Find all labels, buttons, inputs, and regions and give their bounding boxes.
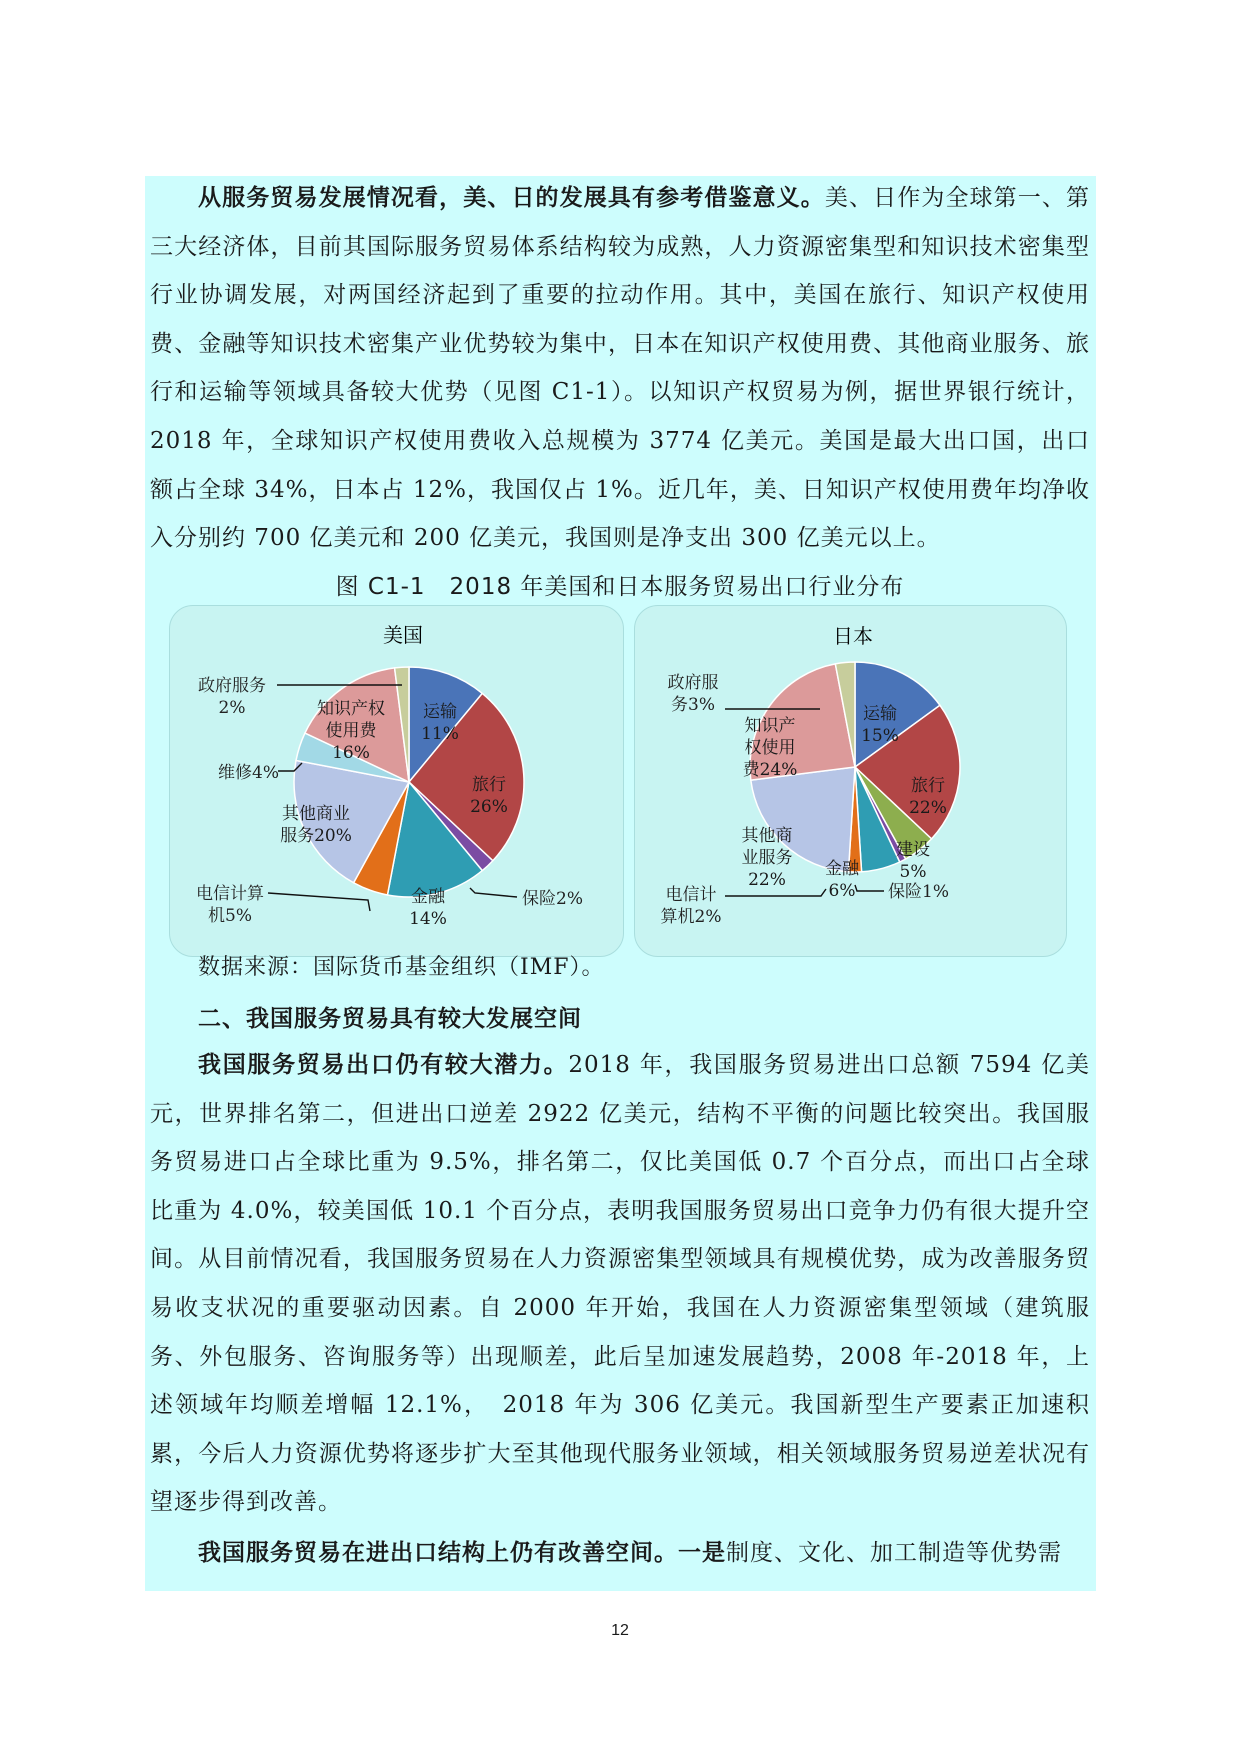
- slice-label-7: 知识产权使用费24%: [742, 716, 798, 780]
- slice-label-4: 金融 6%: [825, 859, 859, 901]
- slice-label-3: 金融 14%: [409, 887, 447, 929]
- chart-us-svg: [170, 606, 623, 956]
- paragraph-2-body: 2018 年，我国服务贸易进出口总额 7594 亿美元，世界排名第二，但进出口逆差 2922 亿美元，结构不平衡的问题比较突出。我国服务贸易进口占全球比重为 9.5%，排名第二，仅比美国低 0.7 个百分点，而出口占全球比重为 4.0%，较美国低 10.1 个百分点，表明我国服务贸易出口竞争力仍有很大提升空间。从目前情况看，我国服务贸易在人力资源密集型领域具有规模优势，成为改善服务贸易收支状况的重要驱动因素。自 2000 年开始，我国在人力资源密集型领域（建筑服务、外包服务、咨询服务等）出现顺差，此后呈加速发展趋势，2008 年-2018 年，上述领域年均顺差增幅 12.1%， 2018 年为 306 亿美元。我国新型生产要素正加速积累，今后人力资源优势将逐步扩大至其他现代服务业领域，相关领域服务贸易逆差状况有望逐步得到改善。: [150, 1052, 1090, 1516]
- leader-line-5: [725, 889, 826, 896]
- paragraph-3-lead2: 一是: [678, 1539, 726, 1566]
- data-source: 数据来源：国际货币基金组织（IMF）。: [198, 955, 605, 980]
- leader-line-3: [855, 885, 884, 891]
- page-number: 12: [611, 1622, 629, 1639]
- slice-label-8: 政府服务 2%: [198, 676, 266, 718]
- paragraph-1-lead: 从服务贸易发展情况看，美、日的发展具有参考借鉴意义。: [198, 184, 825, 211]
- slice-label-0: 运输 11%: [421, 702, 459, 744]
- slice-label-5: 其他商业服务20%: [280, 804, 352, 846]
- section-heading: 二、我国服务贸易具有较大发展空间: [198, 1005, 582, 1032]
- slice-label-6: 维修4%: [218, 763, 279, 783]
- chart-us: [169, 605, 624, 957]
- paragraph-3-body: 制度、文化、加工制造等优势需: [726, 1540, 1062, 1566]
- slice-label-2: 建设 5%: [896, 840, 930, 882]
- leader-line-4: [268, 893, 370, 911]
- chart-title: 日本: [833, 624, 873, 648]
- slice-label-1: 旅行 26%: [470, 775, 508, 817]
- leader-line-2: [470, 888, 517, 897]
- paragraph-3-lead: 我国服务贸易在进出口结构上仍有改善空间。: [198, 1539, 678, 1566]
- slice-label-4: 电信计算机5%: [196, 884, 264, 926]
- slice-label-1: 旅行 22%: [909, 776, 947, 818]
- paragraph-1: [150, 174, 1090, 563]
- slice-label-2: 保险2%: [522, 889, 583, 909]
- paragraph-3: [150, 1529, 1090, 1578]
- chart-japan: [634, 605, 1067, 957]
- slice-label-5: 电信计算机2%: [660, 885, 722, 927]
- slice-label-3: 保险1%: [888, 882, 949, 902]
- paragraph-2-lead: 我国服务贸易出口仍有较大潜力。: [198, 1051, 569, 1078]
- chart-japan-svg: [635, 606, 1066, 956]
- paragraph-1-body: 美、日作为全球第一、第三大经济体，目前其国际服务贸易体系结构较为成熟，人力资源密集型和知识技术密集型行业协调发展，对两国经济起到了重要的拉动作用。其中，美国在旅行、知识产权使用费、金融等知识技术密集产业优势较为集中，日本在知识产权使用费、其他商业服务、旅行和运输等领域具备较大优势（见图 C1-1）。以知识产权贸易为例，据世界银行统计，2018 年，全球知识产权使用费收入总规模为 3774 亿美元。美国是最大出口国，出口额占全球 34%，日本占 12%，我国仅占 1%。近几年，美、日知识产权使用费年均净收入分别约 700 亿美元和 200 亿美元，我国则是净支出 300 亿美元以上。: [150, 185, 1091, 552]
- slice-label-0: 运输 15%: [861, 704, 899, 746]
- paragraph-2: [150, 1041, 1090, 1527]
- chart-title: 美国: [383, 623, 423, 647]
- slice-label-8: 政府服务3%: [667, 673, 719, 715]
- slice-label-7: 知识产权使用费 16%: [317, 699, 385, 763]
- figure-title: 图 C1-1 2018 年美国和日本服务贸易出口行业分布: [335, 574, 905, 600]
- slice-label-6: 其他商业服务 22%: [741, 826, 793, 890]
